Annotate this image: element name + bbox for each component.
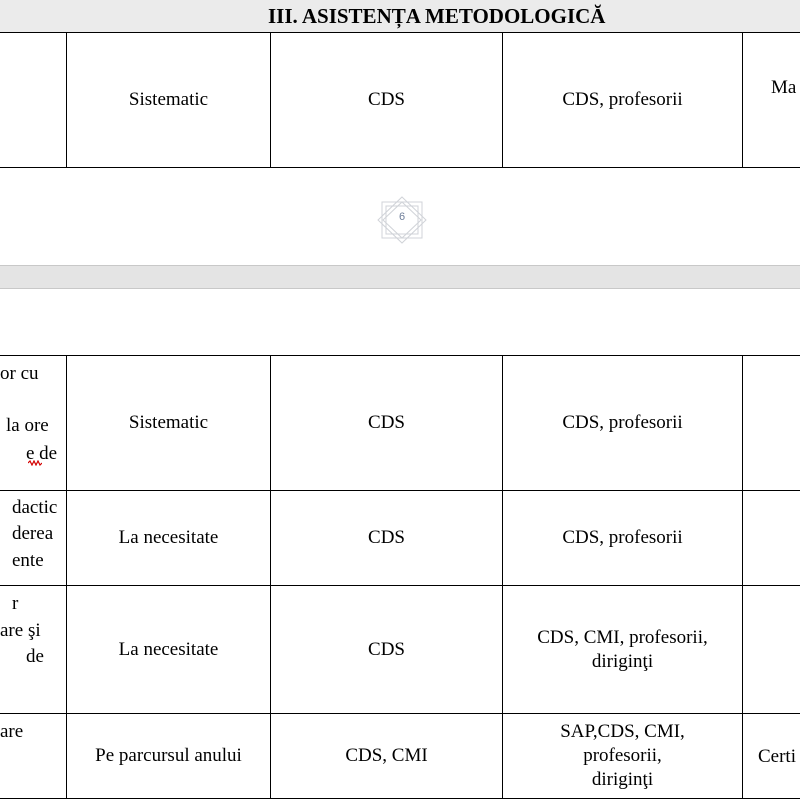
participants-line: CDS, CMI, profesorii, [537,626,708,648]
row-1-periodicity: Sistematic [128,412,209,433]
page-number-badge [374,196,430,244]
top-row-responsible: CDS [368,89,405,110]
row-2-periodicity: La necesitate [118,527,219,548]
page-number: 6 [398,211,406,223]
section-title: III. ASISTENȚA METODOLOGICĂ [268,4,606,28]
participants-line: diriginţi [591,769,654,790]
participants-line: SAP,CDS, CMI, [560,721,685,742]
row-4-result-partial: Certi [758,746,796,767]
row-1-participants: CDS, profesorii [562,412,683,433]
row-2-participants: CDS, profesorii [562,527,683,548]
row-3-left-fragment: r [12,593,19,614]
participants-line: profesorii, [583,745,662,766]
row-1-left-fragment: la ore [6,415,49,436]
table-border-bottom [0,167,800,168]
row-4-responsible: CDS, CMI [345,745,428,766]
top-row-result-partial: Ma [771,77,797,98]
row-1-left-fragment: or cu [0,363,39,384]
row-2-responsible: CDS [368,527,405,548]
row-3-responsible: CDS [368,638,405,660]
col-divider [742,32,743,168]
row-4-periodicity: Pe parcursul anului [95,745,242,766]
row-4-participants [503,714,742,798]
row-3-periodicity: La necesitate [118,638,219,660]
row-3-left-fragment: de [26,646,44,667]
participants-line: diriginţi [591,650,654,672]
row-1-left-fragment: e de [26,443,58,464]
spellcheck-underline-icon [28,460,42,466]
row-2-left-fragment: ente [12,550,44,571]
row-1-responsible: CDS [368,412,405,433]
row-3-left-fragment: are şi [0,620,41,641]
top-row-participants: CDS, profesorii [562,89,683,110]
page-break-gap [0,265,800,289]
row-2-left-fragment: derea [12,523,54,544]
table-border-bottom [0,798,800,799]
row-3-participants [503,586,742,713]
col-divider [742,355,743,799]
top-row-periodicity: Sistematic [128,89,209,110]
row-2-left-fragment: dactic [12,497,58,518]
row-4-left-fragment: are [0,721,24,742]
